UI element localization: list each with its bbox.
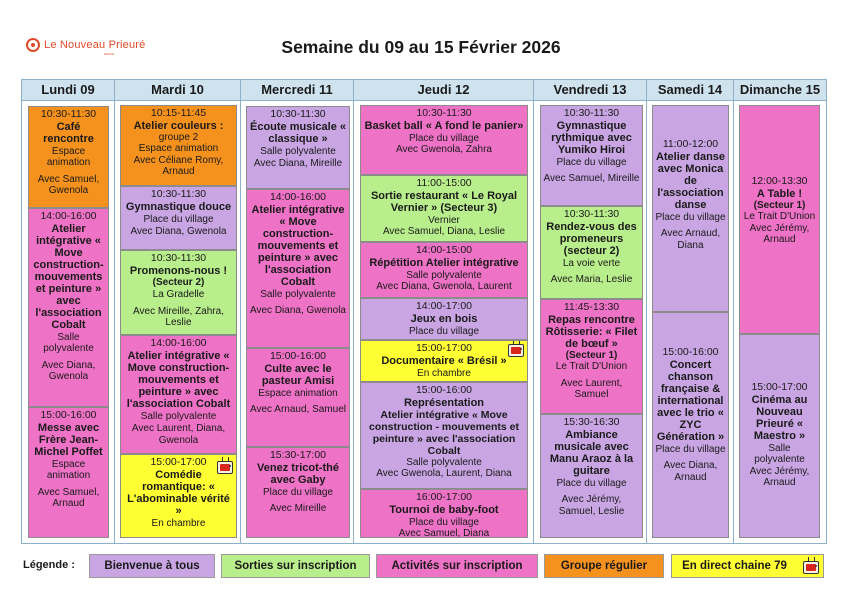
event-place: Place du village: [556, 477, 627, 489]
event-card[interactable]: [652, 105, 729, 312]
legend-item-groupe: Groupe régulier: [544, 554, 664, 578]
event-staff: Avec Samuel, Gwenola: [37, 173, 100, 196]
event-name: Venez tricot-thé avec Gaby: [257, 461, 339, 486]
event-time: 15:00-16:00: [415, 384, 473, 396]
day-header: Jeudi 12: [354, 80, 533, 101]
event-place: La voie verte: [562, 257, 621, 269]
day-header: Samedi 14: [647, 80, 733, 101]
event-staff: Avec Diana, Gwenola: [250, 305, 346, 316]
day-column-sunday: [734, 80, 826, 543]
event-time: 15:00-17:00: [415, 342, 473, 354]
event-card[interactable]: [360, 382, 528, 489]
event-place: Le Trait D'Union: [743, 211, 816, 222]
event-place: Espace animation: [138, 143, 219, 154]
event-place: Place du village: [262, 486, 334, 498]
event-place: Salle polyvalente: [43, 331, 94, 354]
day-column-saturday: [647, 80, 734, 543]
event-sector: (Secteur 2): [152, 276, 205, 288]
event-place: Salle polyvalente: [260, 288, 336, 300]
legend-item-bienvenue: Bienvenue à tous: [89, 554, 215, 578]
event-name: Comédie romantique: « L'abominable vérité »: [127, 468, 230, 517]
event-place: Place du village: [143, 213, 214, 225]
event-time: 14:00-16:00: [40, 210, 97, 222]
event-place: Salle polyvalente: [754, 442, 805, 465]
event-place: Salle polyvalente: [406, 269, 482, 281]
event-card[interactable]: [28, 208, 109, 407]
event-place: En chambre: [417, 367, 471, 379]
event-staff: Avec Arnaud, Diana: [660, 228, 721, 251]
event-place: En chambre: [151, 517, 206, 529]
event-time: 10:30-11:30: [150, 188, 207, 200]
event-name: Répétition Atelier intégrative: [369, 256, 519, 269]
tv-icon: [217, 461, 233, 474]
event-staff: Avec Samuel, Diana, Leslie: [382, 226, 506, 237]
event-staff: Avec Maria, Leslie: [550, 274, 633, 285]
event-name: Promenons-nous !: [129, 264, 228, 277]
event-place: Place du village: [408, 516, 480, 528]
day-header: Dimanche 15: [734, 80, 826, 101]
event-name: Atelier intégrative « Move construction-mouvements et peinture » avec l'association Cobalt: [33, 222, 104, 331]
day-header: Mercredi 11: [241, 80, 353, 101]
event-card[interactable]: [360, 340, 528, 382]
tv-icon: [803, 561, 819, 574]
event-name: Jeux en bois: [410, 312, 478, 325]
event-time: 10:30-11:30: [150, 252, 207, 264]
event-card[interactable]: [120, 335, 237, 454]
event-name: Représentation: [403, 396, 485, 409]
event-place: Le Trait D'Union: [555, 361, 628, 372]
event-staff: Avec Gwenola, Laurent, Diana: [376, 468, 512, 479]
event-card[interactable]: [739, 334, 820, 538]
event-card[interactable]: [739, 105, 820, 334]
event-name: Rendez-vous des promeneurs (secteur 2): [546, 220, 637, 257]
day-column-wednesday: [241, 80, 354, 543]
event-name: Ambiance musicale avec Manu Araoz à la guitare: [549, 428, 634, 477]
event-card[interactable]: [540, 414, 643, 538]
event-time: 15:00-16:00: [269, 350, 327, 362]
event-name: Concert chanson française & international avec le trio « ZYC Génération »: [656, 358, 725, 443]
event-name: Café rencontre: [43, 120, 94, 145]
event-card[interactable]: [360, 175, 528, 242]
logo-subtitle: EHPAD: [104, 52, 115, 56]
event-name: Basket ball « A fond le panier»: [364, 119, 524, 132]
event-time: 12:00-13:30: [751, 175, 808, 187]
event-card[interactable]: [360, 298, 528, 340]
week-schedule: [21, 79, 827, 544]
event-place: Place du village: [556, 156, 627, 168]
event-name: Cinéma au Nouveau Prieuré « Maestro »: [751, 393, 808, 442]
event-place: Salle polyvalente: [406, 456, 482, 468]
event-time: 15:30-16:30: [563, 416, 620, 428]
event-time: 10:30-11:30: [270, 108, 326, 120]
event-staff: Avec Diana, Gwenola: [41, 359, 96, 382]
event-name: Écoute musicale « classique »: [250, 120, 346, 145]
event-time: 11:00-15:00: [416, 177, 472, 189]
event-place: Salle polyvalente: [140, 410, 217, 422]
event-name: Atelier intégrative « Move construction-mouvements et peinture » avec l'association Cobalt: [126, 349, 231, 410]
legend-item-sorties: Sorties sur inscription: [221, 554, 370, 578]
day-column-monday: [22, 80, 115, 543]
day-column-friday: [534, 80, 647, 543]
event-time: 11:00-12:00: [662, 138, 719, 150]
event-card[interactable]: [28, 407, 109, 538]
event-card[interactable]: [120, 186, 237, 250]
event-time: 11:45-13:30: [563, 301, 620, 313]
legend-label: Légende :: [23, 559, 75, 571]
event-name: Gymnastique douce: [125, 200, 232, 213]
event-place: Place du village: [655, 211, 726, 223]
event-staff: Avec Diana, Gwenola, Laurent: [376, 281, 512, 292]
legend-item-direct: [671, 554, 824, 578]
event-staff: Avec Jérémy, Arnaud: [749, 222, 810, 245]
event-time: 14:00-17:00: [415, 300, 473, 312]
event-name: Gymnastique rythmique avec Yumiko Hiroi: [551, 119, 632, 156]
event-time: 15:00-17:00: [751, 381, 808, 393]
day-header: Lundi 09: [22, 80, 114, 101]
event-card[interactable]: [28, 106, 109, 208]
event-staff: Avec Jérémy, Arnaud: [749, 465, 810, 488]
day-header: Mardi 10: [115, 80, 240, 101]
tv-icon: [508, 344, 524, 357]
legend-direct-label: En direct chaine 79: [682, 560, 787, 572]
event-staff: Avec Jérémy, Samuel, Leslie: [558, 494, 625, 517]
event-time: 10:30-11:30: [40, 108, 97, 120]
event-name: Atelier danse avec Monica de l'association danse: [655, 150, 726, 211]
event-name: Culte avec le pasteur Amisi: [261, 362, 335, 387]
event-card[interactable]: [120, 105, 237, 186]
event-name: Sortie restaurant « Le Royal Vernier » (Secteur 3): [370, 189, 518, 214]
event-place: Place du village: [655, 443, 726, 455]
event-card[interactable]: [120, 454, 237, 538]
event-place: Place du village: [408, 132, 480, 144]
event-staff: Avec Samuel, Arnaud: [37, 486, 100, 509]
event-place: La Gradelle: [152, 289, 205, 300]
event-card[interactable]: [540, 206, 643, 299]
day-column-thursday: [354, 80, 534, 543]
event-card[interactable]: [120, 250, 237, 335]
event-time: 10:30-11:30: [563, 107, 620, 119]
event-staff: Avec Diana, Mireille: [253, 158, 343, 169]
event-time: 15:00-17:00: [150, 456, 207, 468]
event-time: 10:30-11:30: [416, 107, 472, 119]
event-time: 15:00-16:00: [40, 409, 97, 421]
event-name: Tournoi de baby-foot: [389, 503, 499, 516]
event-card[interactable]: [540, 299, 643, 414]
event-staff: Avec Arnaud, Samuel: [250, 404, 346, 415]
event-staff: Avec Mireille: [269, 503, 327, 514]
event-time: 15:00-16:00: [662, 346, 719, 358]
event-card[interactable]: [360, 105, 528, 175]
event-card[interactable]: [246, 447, 350, 538]
event-name: A Table !: [756, 187, 803, 200]
event-card[interactable]: [652, 312, 729, 538]
event-place: Salle polyvalente: [260, 145, 336, 157]
event-time: 14:00-16:00: [269, 191, 327, 203]
event-name: Atelier intégrative « Move construction-mouvements et peinture » avec l'association Cobalt: [251, 203, 345, 288]
event-name: Repas rencontre Rôtisserie: « Filet de bœuf »: [545, 313, 638, 350]
event-sector: (Secteur 1): [565, 349, 618, 361]
event-place: Espace animation: [46, 145, 91, 168]
event-name: Documentaire « Brésil »: [381, 354, 507, 367]
legend-item-activites: Activités sur inscription: [376, 554, 538, 578]
event-staff: Avec Diana, Arnaud: [663, 460, 718, 483]
event-staff: Avec Céliane Romy, Arnaud: [133, 154, 224, 177]
event-card[interactable]: [246, 189, 350, 348]
event-card[interactable]: [246, 106, 350, 189]
event-time: 10:15-11:45: [150, 107, 207, 119]
event-card[interactable]: [360, 489, 528, 538]
logo-name: Le Nouveau Prieuré: [44, 39, 146, 51]
event-place: Vernier: [428, 214, 460, 226]
event-place: Place du village: [408, 325, 480, 337]
day-column-tuesday: [115, 80, 241, 543]
event-staff: Avec Diana, Gwenola: [130, 226, 227, 237]
event-staff: Avec Laurent, Samuel: [560, 377, 623, 400]
event-description: Atelier intégrative « Move construction - mouvements et peinture » avec l'association Cobalt: [369, 408, 519, 457]
event-sector: (Secteur 1): [753, 199, 806, 211]
event-staff: Avec Mireille, Zahra, Leslie: [133, 305, 224, 328]
event-staff: Avec Laurent, Diana, Gwenola: [131, 423, 226, 446]
event-staff: Avec Gwenola, Zahra: [396, 144, 492, 155]
page-title: Semaine du 09 au 15 Février 2026: [281, 37, 561, 57]
event-name: Messe avec Frère Jean-Michel Poffet: [34, 421, 103, 458]
event-staff: Avec Samuel, Diana: [398, 528, 490, 538]
event-name: Atelier couleurs :: [133, 119, 224, 132]
event-card[interactable]: [360, 242, 528, 298]
event-place: Espace animation: [258, 387, 338, 399]
event-staff: Avec Samuel, Mireille: [543, 173, 640, 184]
event-time: 15:30-17:00: [269, 449, 327, 461]
event-time: 16:00-17:00: [415, 491, 473, 503]
event-time: 14:00-16:00: [150, 337, 207, 349]
event-group: groupe 2: [158, 131, 199, 143]
event-place: Espace animation: [46, 458, 91, 481]
event-card[interactable]: [540, 105, 643, 206]
day-header: Vendredi 13: [534, 80, 646, 101]
event-time: 14:00-15:00: [415, 244, 473, 256]
event-card[interactable]: [246, 348, 350, 447]
event-time: 10:30-11:30: [563, 208, 620, 220]
